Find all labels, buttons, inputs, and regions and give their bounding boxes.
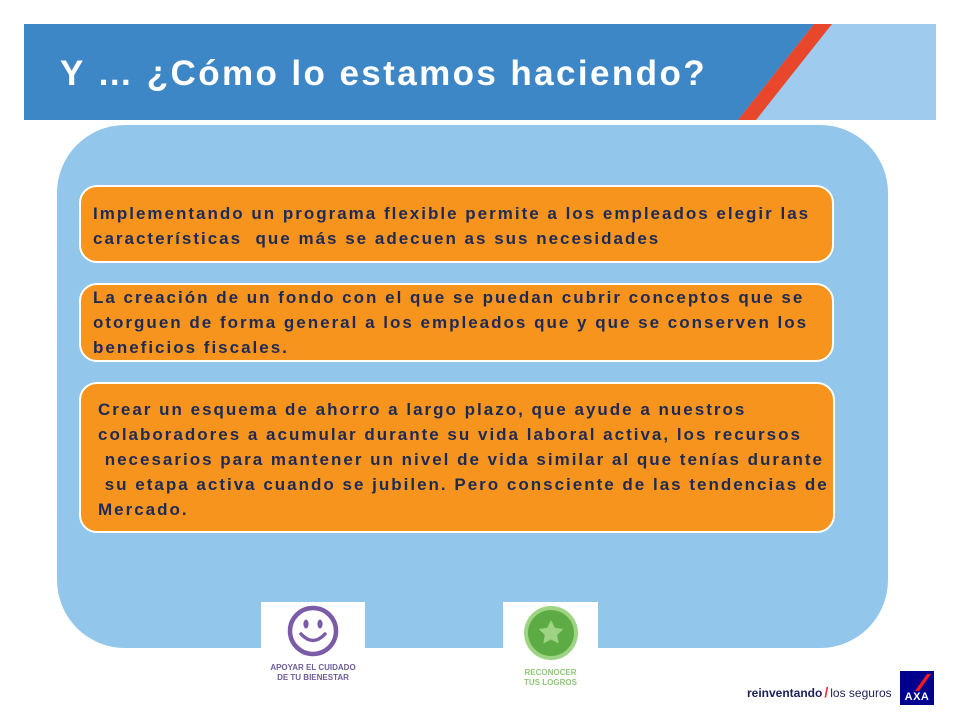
badge-caption-line: DE TU BIENESTAR [277,673,349,682]
badge-caption [503,668,598,688]
slide-title: Y … ¿Cómo lo estamos haciendo? [60,54,708,93]
badge-caption [261,663,365,683]
point-text-line: Mercado. [98,500,189,519]
content-panel [57,125,888,648]
tagline-regular: los seguros [830,686,892,700]
badge-caption-line: RECONOCER [524,668,577,677]
point-box-flexible-program [79,185,834,263]
badge-achievement [503,602,598,690]
point-box-savings-plan [79,382,835,533]
tagline-separator: / [824,684,829,700]
badge-caption-line: APOYAR EL CUIDADO [270,663,356,672]
brand-footer [745,668,935,708]
point-box-fund [79,283,834,362]
point-text-line: otorguen de forma general a los empleados que y que se conserven los [93,313,809,332]
point-text-line: La creación de un fondo con el que se puedan cubrir conceptos que se [93,288,805,307]
point-text-line: Implementando un programa flexible permite a los empleados elegir las [93,204,811,223]
point-text-line: beneficios fiscales. [93,338,289,357]
brand-tagline [747,685,892,700]
tagline-bold: reinventando [747,686,823,700]
axa-logo-text: AXA [904,691,930,703]
star-icon [503,602,598,664]
point-text-line: colaboradores a acumular durante su vida laboral activa, los recursos [98,425,802,444]
badge-wellbeing [261,602,365,690]
point-text-line: su etapa activa cuando se jubilen. Pero consciente de las tendencias de [98,475,829,494]
point-text-line: necesarios para mantener un nivel de vida similar al que tenías durante [98,450,824,469]
point-text-line: Crear un esquema de ahorro a largo plazo, que ayude a nuestros [98,400,747,419]
badge-caption-line: TUS LOGROS [524,678,577,687]
axa-logo [900,671,934,705]
point-text-line: características que más se adecuen as sus necesidades [93,229,661,248]
smiley-icon [261,602,365,660]
title-banner [24,24,936,120]
